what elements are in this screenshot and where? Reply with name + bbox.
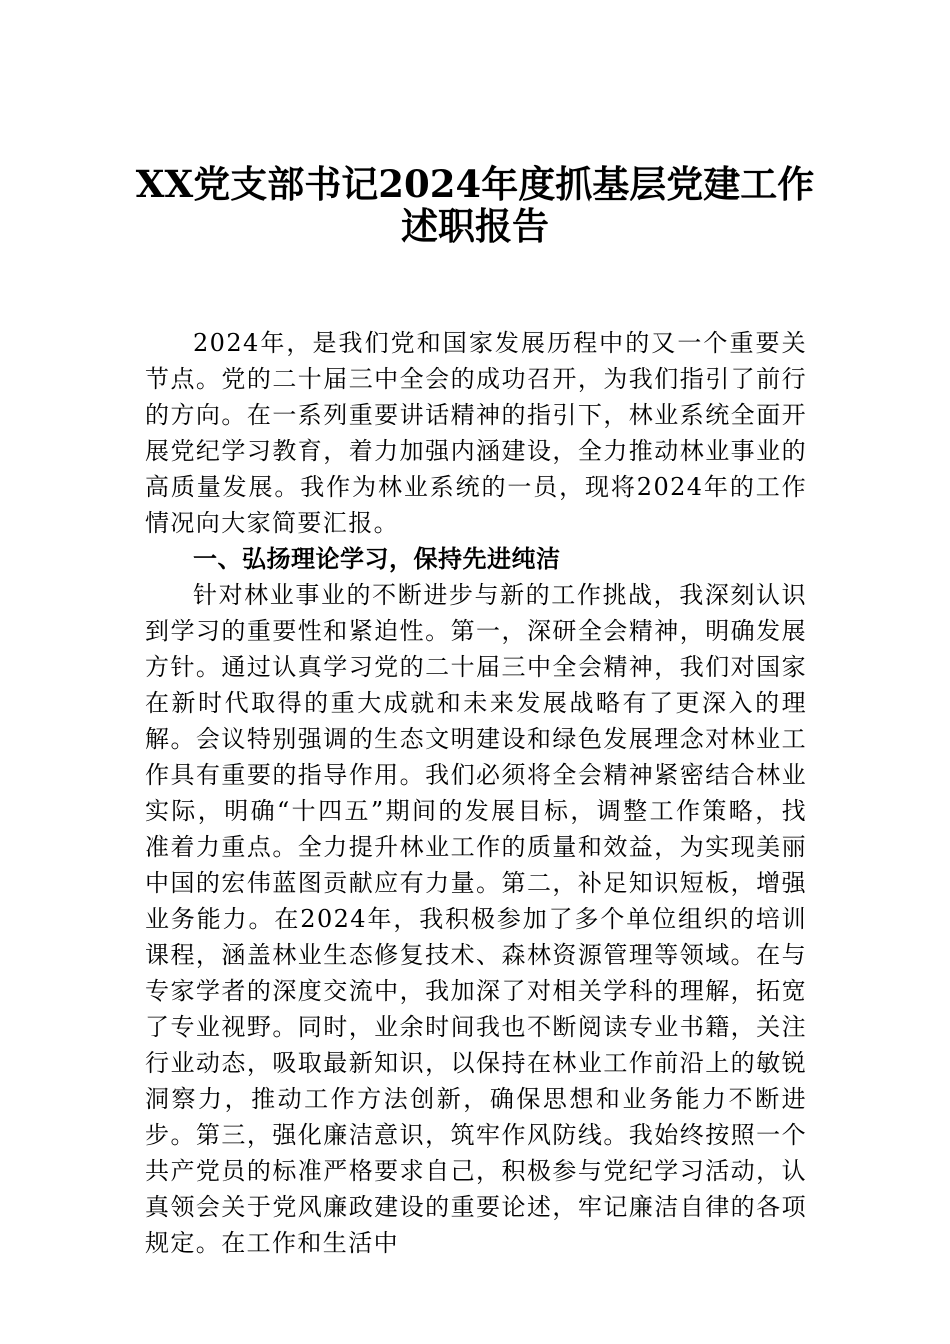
- document-title-line-2: 述职报告: [401, 204, 549, 248]
- document-body: [145, 325, 807, 1261]
- paragraph-intro: 2024年，是我们党和国家发展历程中的又一个重要关节点。党的二十届三中全会的成功召开，为我们指引了前行的方向。在一系列重要讲话精神的指引下，林业系统全面开展党纪学习教育，着力加强内涵建设，全力推动林业事业的高质量发展。我作为林业系统的一员，现将2024年的工作情况向大家简要汇报。: [145, 329, 807, 537]
- paragraph-section-1: 针对林业事业的不断进步与新的工作挑战，我深刻认识到学习的重要性和紧迫性。第一，深研全会精神，明确发展方针。通过认真学习党的二十届三中全会精神，我们对国家在新时代取得的重大成就和未来发展战略有了更深入的理解。会议特别强调的生态文明建设和绿色发展理念对林业工作具有重要的指导作用。我们必须将全会精神紧密结合林业实际，明确“十四五”期间的发展目标，调整工作策略，找准着力重点。全力提升林业工作的质量和效益，为实现美丽中国的宏伟蓝图贡献应有力量。第二，补足知识短板，增强业务能力。在2024年，我积极参加了多个单位组织的培训课程，涵盖林业生态修复技术、森林资源管理等领域。在与专家学者的深度交流中，我加深了对相关学科的理解，拓宽了专业视野。同时，业余时间我也不断阅读专业书籍，关注行业动态，吸取最新知识，以保持在林业工作前沿上的敏锐洞察力，推动工作方法创新，确保思想和业务能力不断进步。第三，强化廉洁意识，筑牢作风防线。我始终按照一个共产党员的标准严格要求自己，积极参与党纪学习活动，认真领会关于党风廉政建设的重要论述，牢记廉洁自律的各项规定。在工作和生活中: [145, 581, 807, 1257]
- document-title-line-1: XX党支部书记2024年度抓基层党建工作: [135, 162, 815, 206]
- section-heading-1: 一、弘扬理论学习，保持先进纯洁: [193, 545, 561, 573]
